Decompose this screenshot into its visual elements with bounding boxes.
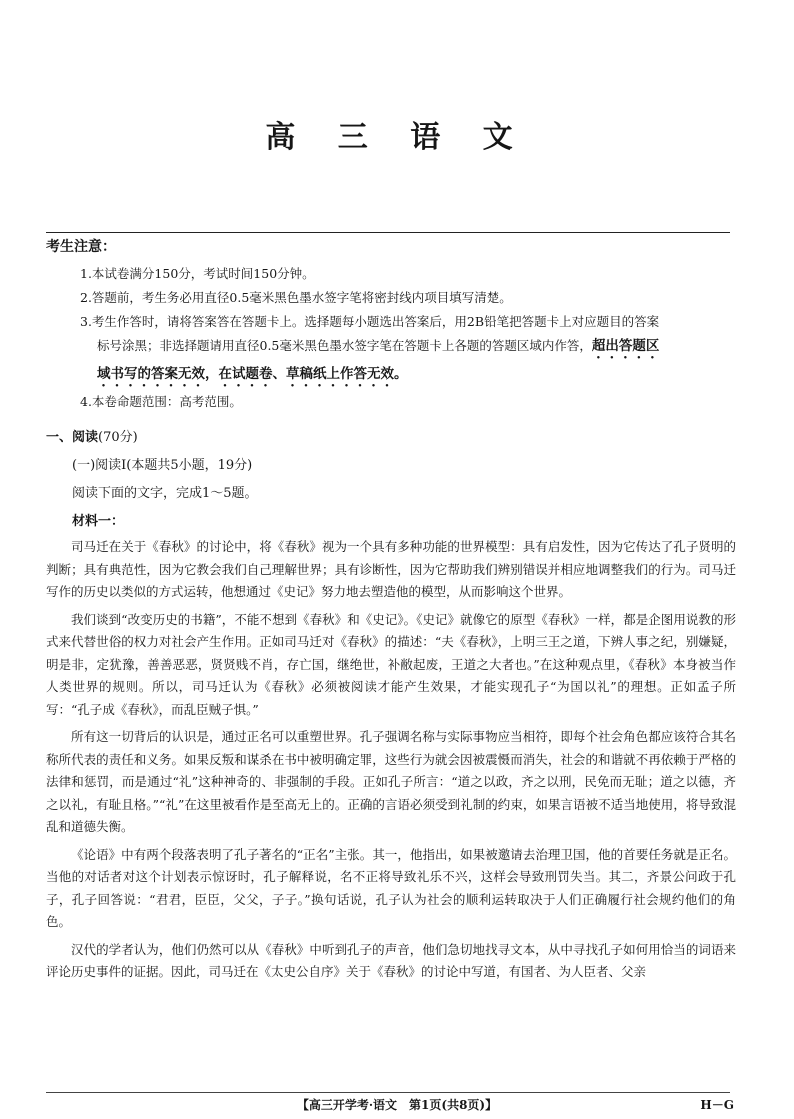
paragraph: 司马迁在关于《春秋》的讨论中，将《春秋》视为一个具有多种功能的世界模型：具有启发性，因为它传达了孔子贤明的判断；具有典范性，因为它教会我们自己理解世界；具有诊断性，因为它帮助我们辨别错误并相应地调整我们的行为。司马迁写作的历史以类似的方式运转，他想通过《史记》努力地去塑造他的模型，从而影响这个世界。 — [46, 539, 736, 599]
notice-item-4: 4.本卷命题范围：高考范围。 — [80, 394, 242, 409]
notice-list — [80, 262, 734, 414]
section-heading — [46, 426, 138, 445]
footer-divider — [46, 1092, 730, 1093]
page-footer: 【高三开学考·语文 第1页(共8页)】 — [296, 1098, 498, 1112]
notice-item-3-cont — [80, 334, 734, 362]
notice-heading: 考生注意： — [46, 239, 116, 255]
paragraph: 《论语》中有两个段落表明了孔子著名的“正名”主张。其一，他指出，如果被邀请去治理卫国，他的首要任务就是正名。当他的对话者对这个计划表示惊讶时，孔子解释说，名不正将导致礼乐不兴，这样会导致刑罚失当。其二，齐景公问政于孔子，孔子回答说：“君君，臣臣，父父，子子。”换句话说，孔子认为社会的顺利运转取决于人们正确履行社会规约他们的角色。 — [46, 846, 736, 929]
notice-emphasis-2: 域书写的答案无效，在试题卷、草稿纸上作答无效。 — [97, 366, 408, 382]
notice-item-3 — [80, 310, 734, 334]
notice-item-3-cont-2 — [80, 362, 734, 390]
paragraph: 我们谈到“改变历史的书籍”，不能不想到《春秋》和《史记》。《史记》就像它的原型《春秋》一样，都是企图用说教的形式来代替世俗的权力对社会产生作用。正如司马迁对《春秋》的描述：“夫《春秋》，上明三王之道，下辨人事之纪，别嫌疑，明是非，定犹豫，善善恶恶，贤贤贱不肖，存亡国，继绝世，补敝起废，王道之大者也。”在这种观点里，《春秋》本身被当作人类世界的规则。所以，司马迁认为《春秋》必须被阅读才能产生效果，才能实现孔子“为国以礼”的理想。正如孟子所写：“孔子成《春秋》，而乱臣贼子惧。” — [46, 611, 736, 717]
notice-item-3-line-1: 3.考生作答时，请将答案答在答题卡上。选择题每小题选出答案后，用2B铅笔把答题卡上对应题目的答案 — [80, 314, 660, 329]
section-score: (70分) — [98, 430, 138, 445]
section-label: 一、阅读 — [46, 430, 99, 445]
paper-code: H－G — [700, 1098, 734, 1112]
notice-item-3-line-2: 标号涂黑；非选择题请用直径0.5毫米黑色墨水签字笔在答题卡上各题的答题区域内作答， — [97, 338, 592, 353]
page-title: 高 三 语 文 — [265, 120, 529, 155]
paragraph: 所有这一切背后的认识是，通过正名可以重塑世界。孔子强调名称与实际事物应当相符，即每个社会角色都应该符合其名称所代表的责任和义务。如果反叛和谋杀在书中被明确定罪，这些行为就会因被震慑而消失，社会的和谐就不再依赖于严格的法律和惩罚，而是通过“礼”这种神奇的、非强制的手段。正如孔子所言：“道之以政，齐之以刑，民免而无耻；道之以德，齐之以礼，有耻且格。”“礼”在这里被看作是至高无上的。正确的言语必须受到礼制的约束，如果言语被不适当地使用，将导致混乱和道德失衡。 — [46, 729, 736, 834]
paragraph: 汉代的学者认为，他们仍然可以从《春秋》中听到孔子的声音，他们急切地找寻文本，从中寻找孔子如何用恰当的词语来评论历史事件的证据。因此，司马迁在《太史公自序》关于《春秋》的讨论中写道，有国者、为人臣者、父亲 — [46, 941, 736, 979]
reading-passage — [46, 536, 736, 989]
subsection-heading: (一)阅读Ⅰ(本题共5小题，19分) — [72, 458, 253, 473]
notice-item-1: 1.本试卷满分150分，考试时间150分钟。 — [80, 266, 315, 281]
material-label: 材料一： — [72, 514, 125, 529]
notice-item-2: 2.答题前，考生务必用直径0.5毫米黑色墨水签字笔将密封线内项目填写清楚。 — [80, 290, 512, 305]
instruction-text: 阅读下面的文字，完成1～5题。 — [72, 486, 258, 501]
notice-emphasis-1: 超出答题区 — [591, 338, 660, 354]
divider — [46, 232, 730, 233]
